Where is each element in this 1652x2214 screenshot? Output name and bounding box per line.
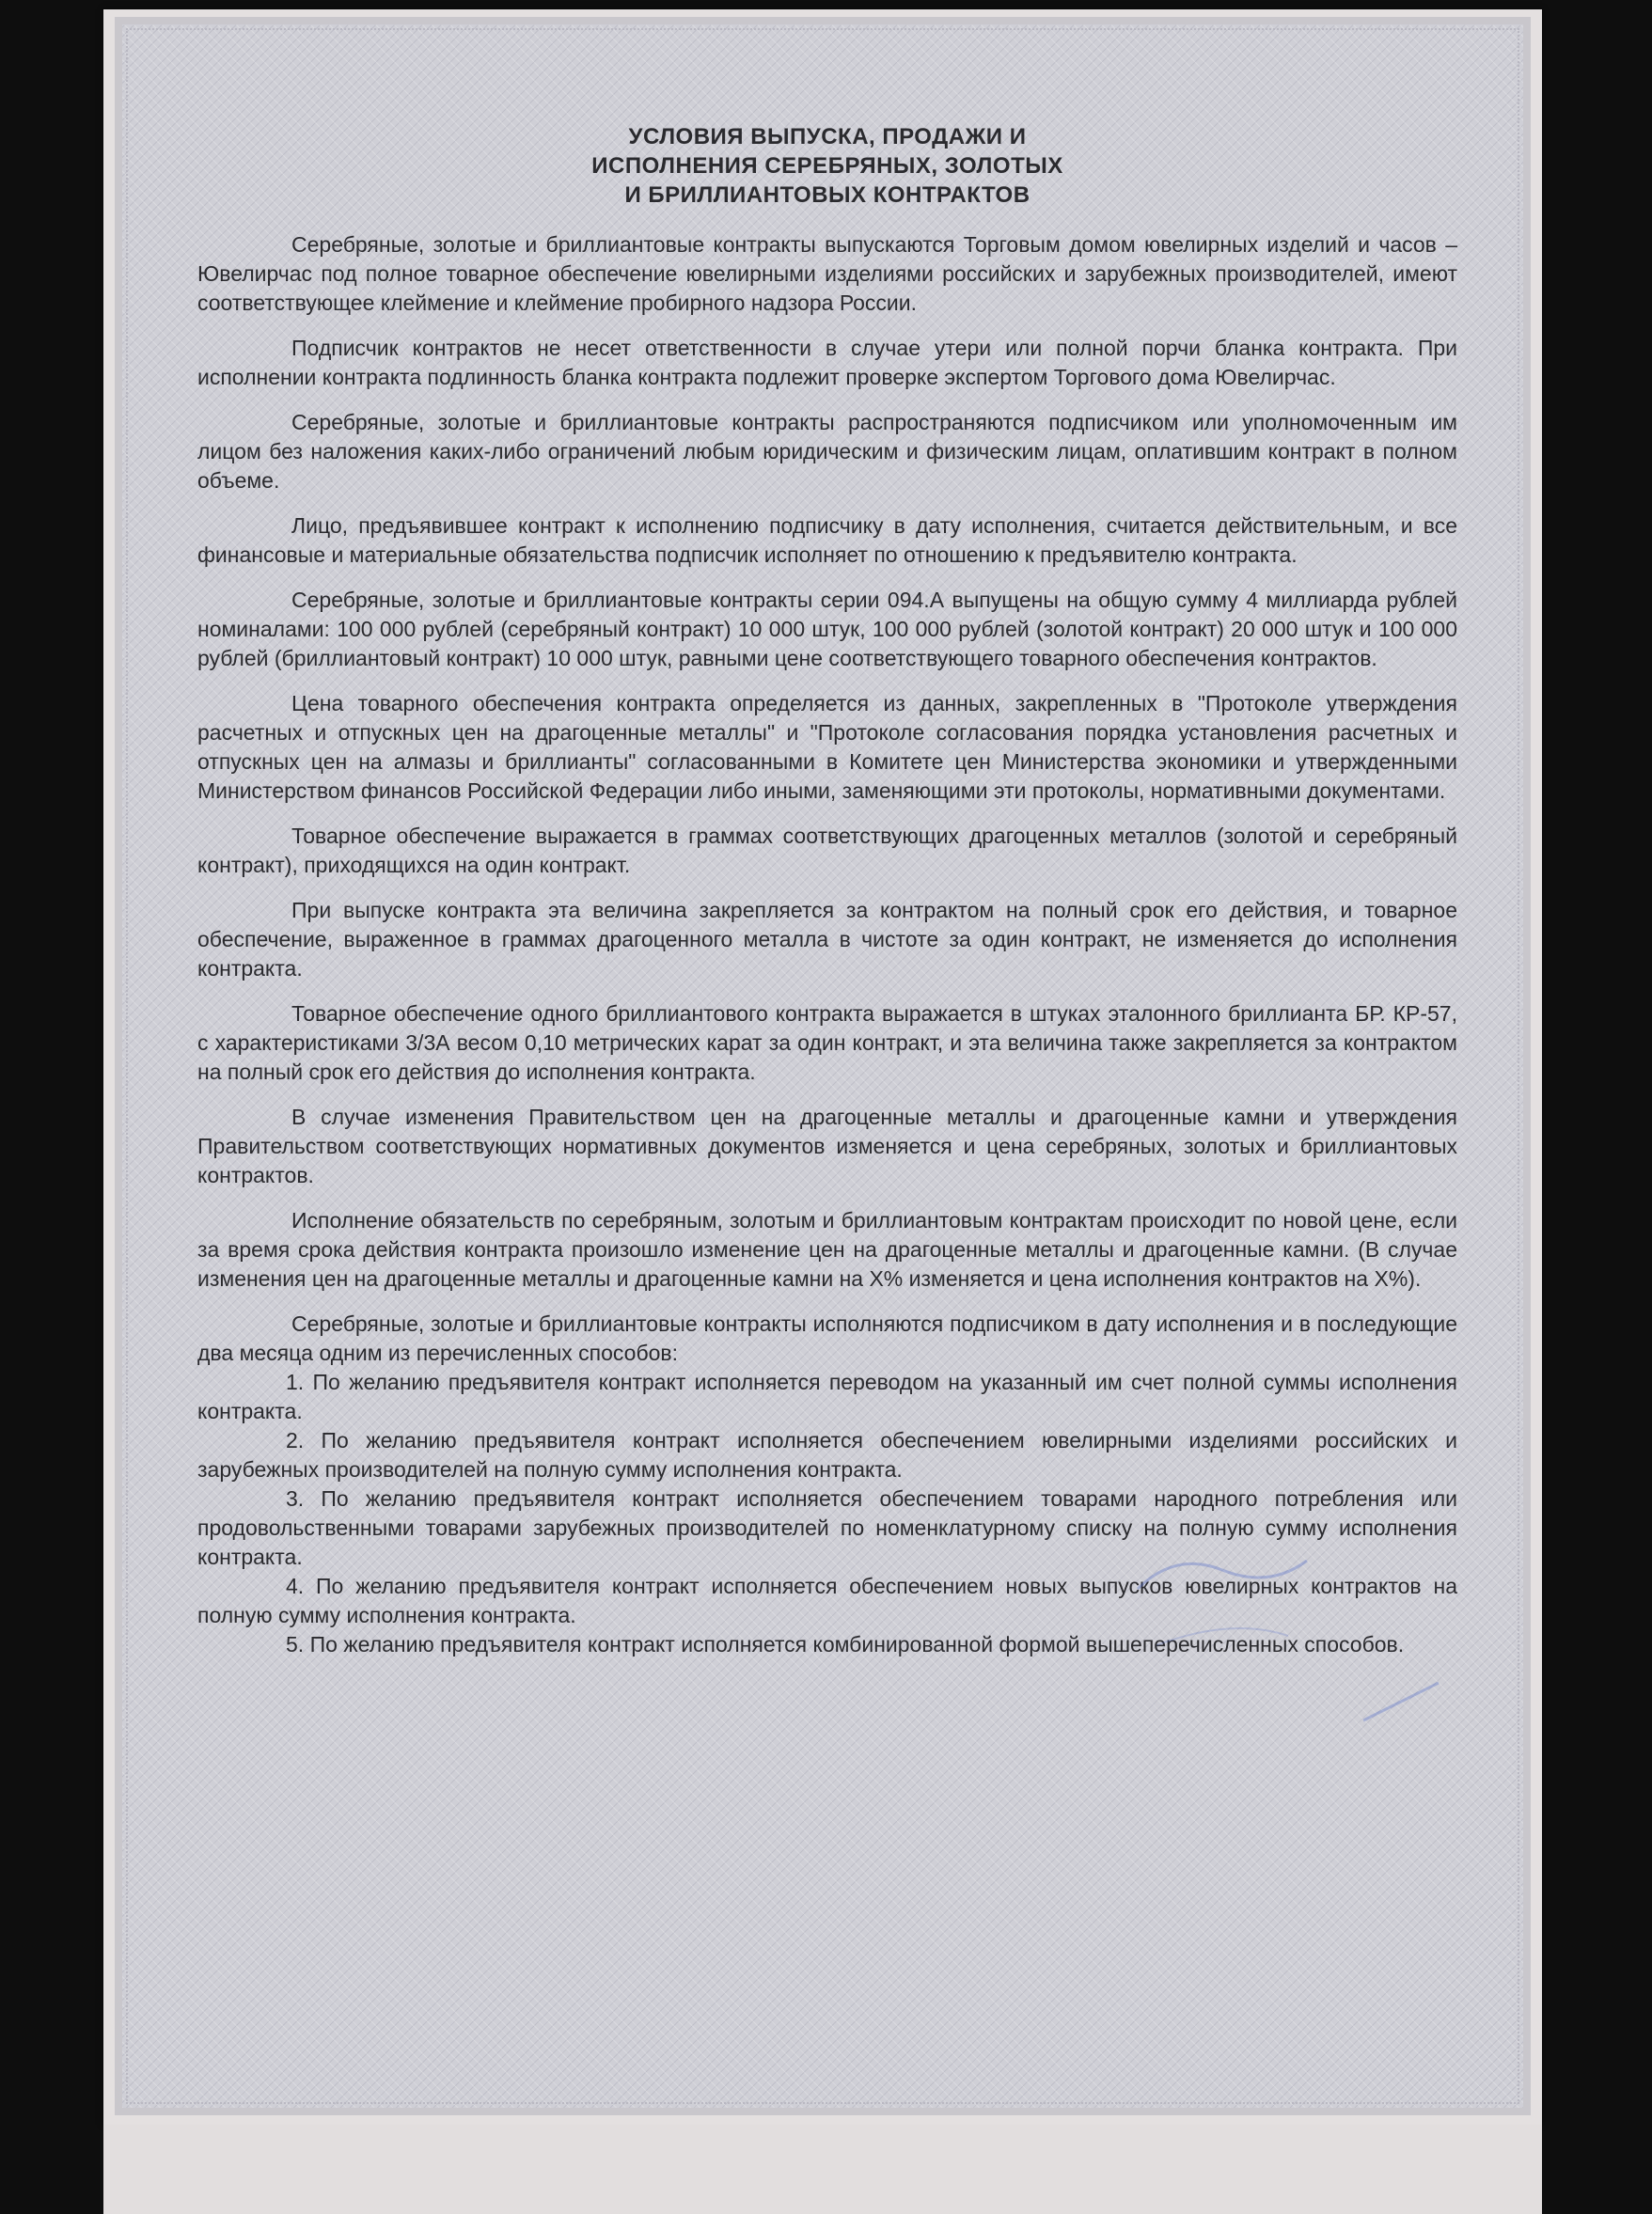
document-sheet: [103, 9, 1542, 2125]
paragraph-bearer: Лицо, предъявившее контракт к исполнению подписчику в дату исполнения, считается действительным, и все финансовые и материальные обязательства подписчик исполняет по отношению к предъявителю контракта.: [197, 513, 1457, 567]
method-item-1: 1. По желанию предъявителя контракт исполняется переводом на указанный им счет полной суммы исполнения контракта.: [197, 1370, 1457, 1423]
title-line-2: ИСПОЛНЕНИЯ СЕРЕБРЯНЫХ, ЗОЛОТЫХ: [591, 153, 1063, 179]
method-item-2: 2. По желанию предъявителя контракт исполняется обеспечением ювелирными изделиями российских и зарубежных производителей на полную сумму исполнения контракта.: [197, 1428, 1457, 1482]
method-item-4: 4. По желанию предъявителя контракт исполняется обеспечением новых выпусков ювелирных контрактов на полную сумму исполнения контракта.: [197, 1574, 1457, 1627]
methods-intro: Серебряные, золотые и бриллиантовые контракты исполняются подписчиком в дату исполнения и в последующие два месяца одним из перечисленных способов:: [197, 1311, 1457, 1365]
title-line-1: УСЛОВИЯ ВЫПУСКА, ПРОДАЖИ И: [628, 124, 1027, 149]
sheet-bottom-margin: [103, 2125, 1542, 2214]
paragraph-series-amount: Серебряные, золотые и бриллиантовые контракты серии 094.А выпущены на общую сумму 4 миллиарда рублей номиналами: 100 000 рублей (серебряный контракт) 10 000 штук, 100 000 рублей (золотой контракт) 20 000 штук и 100 000 рублей (бриллиантовый контракт) 10 000 штук, равными цене соответствующего товарного обеспечения контрактов.: [197, 588, 1457, 670]
paragraph-fixed-value: При выпуске контракта эта величина закрепляется за контрактом на полный срок его действия, и товарное обеспечение, выраженное в граммах драгоценного металла в чистоте за один контракт, не изменяется до исполнения контракта.: [197, 898, 1457, 981]
method-item-5: 5. По желанию предъявителя контракт исполняется комбинированной формой вышеперечисленных способов.: [286, 1632, 1405, 1657]
paragraph-distribution: Серебряные, золотые и бриллиантовые контракты распространяются подписчиком или уполномоченным им лицом без наложения каких-либо ограничений любым юридическим и физическим лицам, оплатившим контракт в полном объеме.: [197, 410, 1457, 493]
paragraph-price-basis: Цена товарного обеспечения контракта определяется из данных, закрепленных в "Протоколе утверждения расчетных и отпускных цен на драгоценные металлы" и "Протоколе согласования порядка установления расчетных и отпускных цен на алмазы и бриллианты" согласованными в Комитете цен Министерства экономики и утвержденными Министерством финансов Российской Федерации либо иными, заменяющими эти протоколы, нормативными документами.: [197, 691, 1457, 803]
document-content: [197, 122, 1457, 1659]
title-line-3: И БРИЛЛИАНТОВЫХ КОНТРАКТОВ: [624, 182, 1031, 208]
method-item-3: 3. По желанию предъявителя контракт исполняется обеспечением товарами народного потребления или продовольственными товарами зарубежных производителей по номенклатурному списку на полную сумму исполнения контракта.: [197, 1486, 1457, 1569]
paragraph-liability: Подписчик контрактов не несет ответственности в случае утери или полной порчи бланка контракта. При исполнении контракта подлинность бланка контракта подлежит проверке экспертом Торгового дома Ювелирчас.: [197, 336, 1457, 389]
document-title: [197, 122, 1457, 210]
paragraph-grams: Товарное обеспечение выражается в граммах соответствующих драгоценных металлов (золотой и серебряный контракт), приходящихся на один контракт.: [197, 824, 1457, 877]
paragraph-issuer: Серебряные, золотые и бриллиантовые контракты выпускаются Торговым домом ювелирных изделий и часов – Ювелирчас под полное товарное обеспечение ювелирными изделиями российских и зарубежных производителей, имеют соответствующее клеймение и клеймение пробирного надзора России.: [197, 232, 1457, 315]
paragraph-diamond: Товарное обеспечение одного бриллиантового контракта выражается в штуках эталонного бриллианта БР. КР-57, с характеристиками 3/3А весом 0,10 метрических карат за один контракт, и эта величина также закрепляется за контрактом на полный срок его действия до исполнения контракта.: [197, 1001, 1457, 1084]
paragraph-new-price: Исполнение обязательств по серебряным, золотым и бриллиантовым контрактам происходит по новой цене, если за время срока действия контракта произошло изменение цен на драгоценные металлы и драгоценные камни. (В случае изменения цен на драгоценные металлы и драгоценные камни на Х% изменяется и цена исполнения контрактов на Х%).: [197, 1208, 1457, 1291]
paragraph-price-change: В случае изменения Правительством цен на драгоценные металлы и драгоценные камни и утверждения Правительством соответствующих нормативных документов изменяется и цена серебряных, золотых и бриллиантовых контрактов.: [197, 1105, 1457, 1187]
